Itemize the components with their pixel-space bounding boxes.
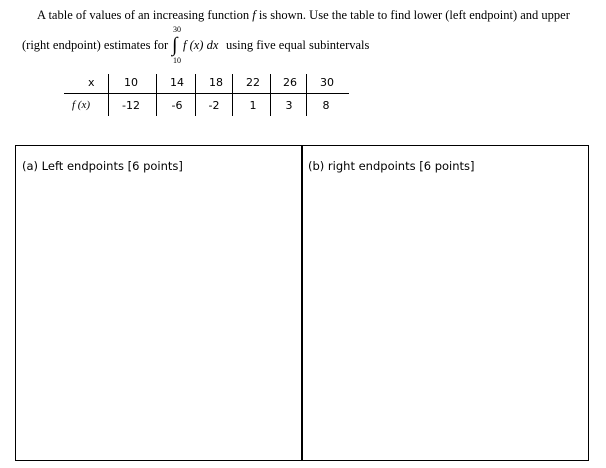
table-column-divider bbox=[306, 74, 307, 116]
table-column-divider bbox=[108, 74, 109, 116]
integral-sign-icon: ∫ bbox=[172, 34, 178, 56]
table-column-divider bbox=[195, 74, 196, 116]
x-value: 14 bbox=[170, 76, 184, 89]
problem-line-1: A table of values of an increasing function f is shown. Use the table to find lower (left endpoint) and upper bbox=[37, 8, 570, 22]
fx-value: 3 bbox=[285, 99, 293, 112]
x-value: 18 bbox=[209, 76, 223, 89]
fx-value: 1 bbox=[249, 99, 257, 112]
table-column-divider bbox=[270, 74, 271, 116]
problem-line-2-prefix: (right endpoint) estimates for bbox=[22, 38, 169, 52]
x-value: 26 bbox=[283, 76, 297, 89]
right-endpoints-answer-box[interactable] bbox=[301, 145, 589, 461]
fx-value: -12 bbox=[122, 99, 140, 112]
integral-lower-limit: 10 bbox=[173, 56, 181, 65]
fx-value: -6 bbox=[171, 99, 183, 112]
x-value: 30 bbox=[320, 76, 334, 89]
integrand: f (x) dx bbox=[183, 38, 219, 52]
x-value: 10 bbox=[124, 76, 138, 89]
fx-value: -2 bbox=[208, 99, 220, 112]
table-column-divider bbox=[156, 74, 157, 116]
right-endpoints-label: (b) right endpoints [6 points] bbox=[308, 159, 475, 173]
fx-row-label: f (x) bbox=[72, 99, 91, 111]
table-column-divider bbox=[232, 74, 233, 116]
integral-upper-limit: 30 bbox=[173, 25, 181, 34]
problem-line-2-suffix: using five equal subintervals bbox=[226, 38, 370, 52]
left-endpoints-answer-box[interactable] bbox=[15, 145, 303, 461]
left-endpoints-label: (a) Left endpoints [6 points] bbox=[22, 159, 183, 173]
fx-value: 8 bbox=[322, 99, 330, 112]
x-value: 22 bbox=[246, 76, 260, 89]
x-row-label: x bbox=[88, 76, 95, 89]
